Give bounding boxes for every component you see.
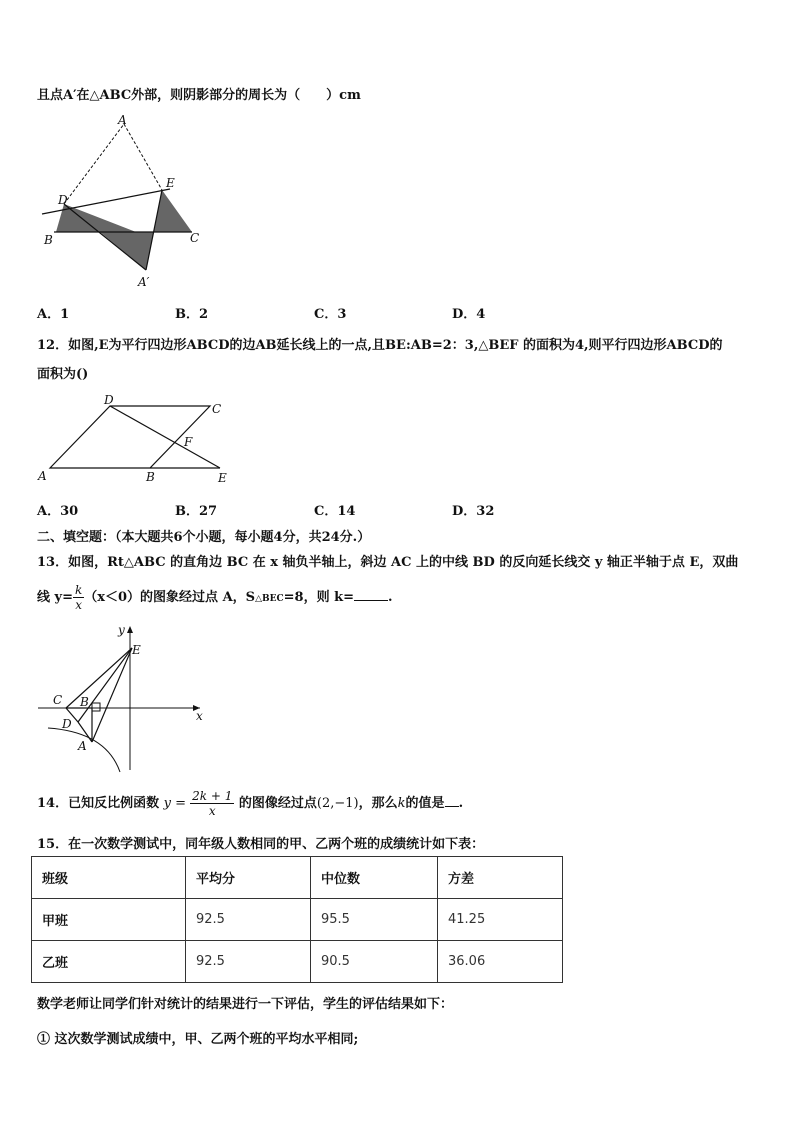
q11-label-b: B (44, 233, 53, 247)
q13-pre: 线 y= (37, 590, 73, 605)
q15-after-text: 数学老师让同学们针对统计的结果进行一下评估，学生的评估结果如下： (37, 997, 454, 1012)
table-cell: 92.5 (186, 899, 311, 941)
q15-stats-table (31, 856, 563, 983)
q12-label-f: F (184, 435, 193, 449)
q12-label-e: E (218, 471, 227, 485)
table-row (32, 899, 563, 941)
q14-pre: 14．已知反比例函数 (37, 796, 164, 811)
q13-label-b: B (80, 695, 89, 709)
q12-figure (36, 392, 246, 492)
table-cell: 乙班 (32, 941, 186, 983)
q13-label-x: x (196, 709, 203, 723)
q11-shaded-left (56, 204, 136, 232)
table-cell: 41.25 (438, 899, 563, 941)
q12-line-2: 面积为() (37, 367, 89, 382)
q11-label-a: A (118, 113, 127, 127)
table-cell: 92.5 (186, 941, 311, 983)
q13-mid: （x＜0）的图象经过点 A，S (84, 590, 256, 605)
q13-post: =8，则 k= (283, 590, 354, 605)
table-cell: 95.5 (311, 899, 438, 941)
q12-choice-c[interactable]: C．14 (314, 504, 356, 519)
q13-answer-blank[interactable] (354, 588, 388, 601)
q13-fraction: $\frac{k}{x}$ (74, 583, 83, 612)
table-cell: 90.5 (311, 941, 438, 983)
q13-label-a: A (78, 739, 87, 753)
q11-label-d: D (58, 193, 68, 207)
q11-choice-b[interactable]: B．2 (175, 307, 209, 322)
q12-choice-b[interactable]: B．27 (175, 504, 218, 519)
q13-label-y: y (118, 623, 125, 637)
table-header-cell: 平均分 (186, 857, 311, 899)
q12-label-d: D (104, 393, 114, 407)
q11-shaded-right (154, 190, 192, 232)
table-header-cell: 方差 (438, 857, 563, 899)
q13-label-d: D (62, 717, 72, 731)
q14-point: (2,−1) (316, 796, 359, 811)
q13-figure (36, 620, 211, 778)
q11-choice-d[interactable]: D．4 (452, 307, 486, 322)
q11-choice-c[interactable]: C．3 (314, 307, 347, 322)
q13-sub: △BEC (255, 594, 284, 604)
q11-label-c: C (190, 231, 200, 245)
table-row (32, 941, 563, 983)
q14-line: 14．已知反比例函数 y = $\frac{2k + 1}{x}$ 的图像经过点(2,−1)，那么k的值是 . (37, 789, 464, 818)
q11-label-e: E (166, 176, 175, 190)
section-header: 二、填空题：（本大题共6个小题，每小题4分，共24分.） (37, 530, 371, 545)
q11-text: 且点A′在△ABC外部，则阴影部分的周长为（ ）cm (37, 88, 361, 103)
q13-line-1: 13．如图，Rt△ABC 的直角边 BC 在 x 轴负半轴上，斜边 AC 上的中线 BD 的反向延长线交 y 轴正半轴于点 E，双曲 (37, 555, 739, 570)
table-header-row (32, 857, 563, 899)
q12-choice-d[interactable]: D．32 (452, 504, 495, 519)
table-cell: 甲班 (32, 899, 186, 941)
q11-figure (36, 110, 206, 290)
q15-item-1: ① 这次数学测试成绩中，甲、乙两个班的平均水平相同; (37, 1032, 359, 1047)
q13-label-c: C (53, 693, 63, 707)
q12-label-b: B (146, 470, 155, 484)
q12-choice-a[interactable]: A．30 (37, 504, 79, 519)
q12-label-a: A (38, 469, 47, 483)
q12-label-c: C (212, 402, 222, 416)
q14-fraction: $\frac{2k + 1}{x}$ (192, 789, 233, 818)
q15-text: 15．在一次数学测试中，同年级人数相同的甲、乙两个班的成绩统计如下表： (37, 837, 485, 852)
q13-label-e: E (132, 643, 141, 657)
table-cell: 36.06 (438, 941, 563, 983)
q12-line-1: 12．如图,E为平行四边形ABCD的边AB延长线上的一点,且BE:AB=2：3,△BEF 的面积为4,则平行四边形ABCD的 (37, 338, 723, 353)
q11-label-a-prime: A′ (138, 275, 150, 289)
table-header-cell: 中位数 (311, 857, 438, 899)
q14-answer-blank[interactable] (445, 794, 459, 807)
q14-mid: 的图像经过点 (234, 796, 317, 811)
table-header-cell: 班级 (32, 857, 186, 899)
q13-line-2: 线 y= $\frac{k}{x}$ （x＜0）的图象经过点 A，S△BEC=8，则 k= . (37, 583, 393, 612)
q11-choice-a[interactable]: A．1 (37, 307, 70, 322)
q11-shaded-mid (100, 232, 154, 270)
